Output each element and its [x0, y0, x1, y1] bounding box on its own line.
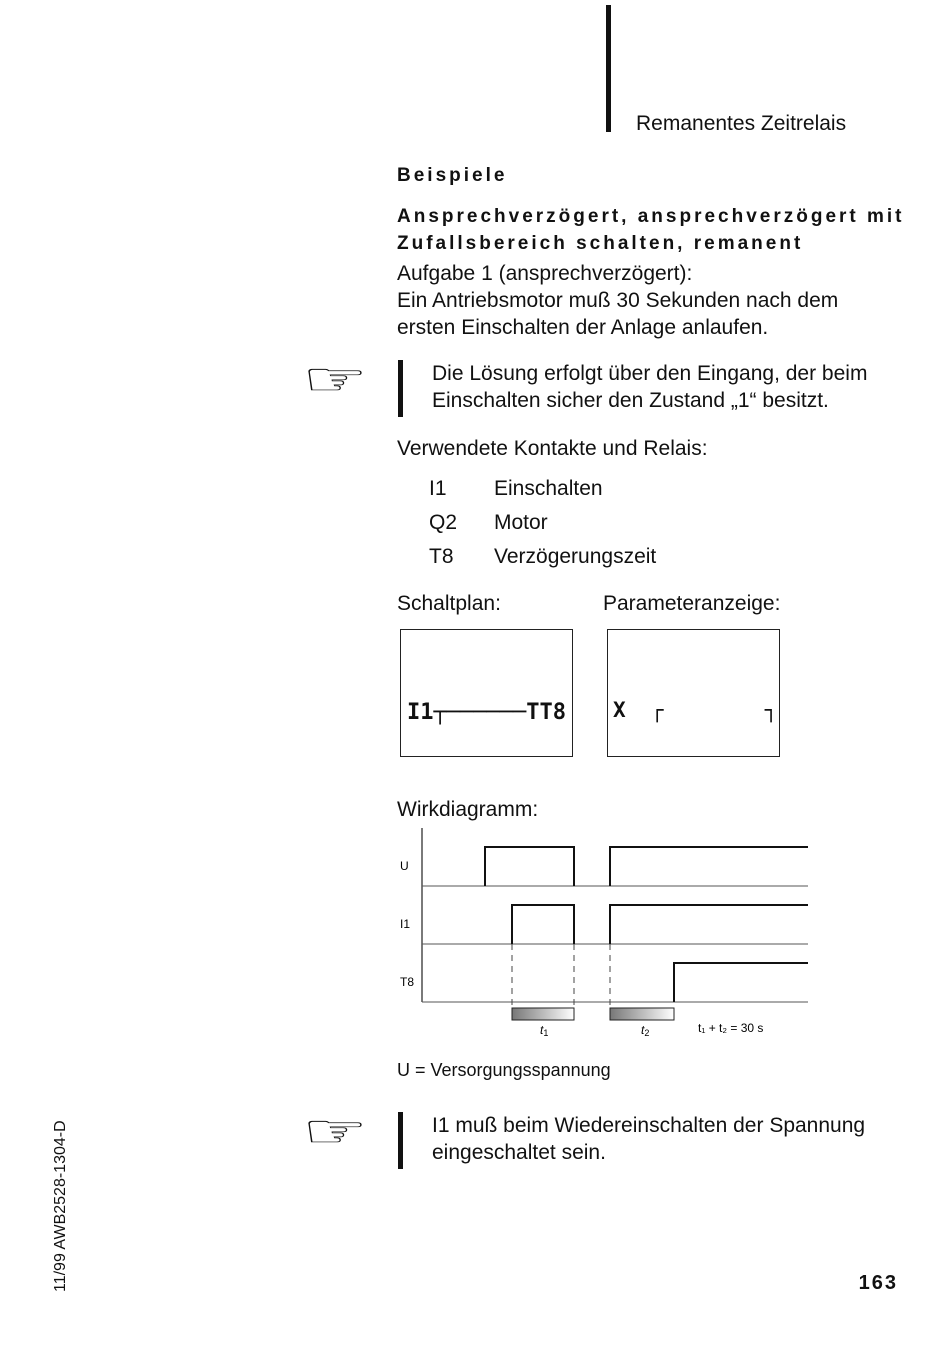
- pointing-hand-icon: ☞: [302, 353, 368, 405]
- contact-label-i1: Einschalten: [494, 477, 603, 500]
- t2-label: t2: [641, 1023, 650, 1038]
- contact-label-t8: Verzögerungszeit: [494, 545, 657, 568]
- t1-label: t1: [540, 1023, 549, 1038]
- timing-diagram: [390, 820, 820, 1050]
- t2-bar: [610, 1008, 674, 1020]
- u-pulse-1: [485, 847, 574, 886]
- description-line1: Ein Antriebsmotor muß 30 Sekunden nach dem: [397, 289, 839, 312]
- t1-bar: [512, 1008, 574, 1020]
- page-header: Remanentes Zeitrelais: [636, 112, 847, 135]
- schaltplan-label: Schaltplan:: [397, 592, 501, 615]
- t8-pulse: [674, 963, 808, 1002]
- pointing-hand-icon: ☞: [302, 1105, 368, 1157]
- note2-line1: I1 muß beim Wiedereinschalten der Spannung: [432, 1114, 866, 1137]
- document-code: 11/99 AWB2528-1304-D: [52, 1120, 69, 1292]
- signal-label-i1: I1: [400, 917, 411, 931]
- note1-line1: Die Lösung erfolgt über den Eingang, der beim: [432, 362, 868, 385]
- parameter-display: [607, 629, 780, 757]
- diagram-heading: Wirkdiagramm:: [397, 798, 539, 821]
- contact-id-t8: T8: [429, 545, 454, 568]
- parameter-line1: X ┌ ┐: [613, 698, 778, 722]
- signal-label-t8: T8: [400, 975, 415, 989]
- example-title-line2: Zufallsbereich schalten, remanent: [397, 233, 804, 254]
- header-rule: [606, 5, 611, 132]
- parameter-label: Parameteranzeige:: [603, 592, 781, 615]
- schaltplan-display: [400, 629, 573, 757]
- note2-line2: eingeschaltet sein.: [432, 1141, 606, 1164]
- note1-line2: Einschalten sicher den Zustand „1“ besitzt.: [432, 389, 829, 412]
- contacts-heading: Verwendete Kontakte und Relais:: [397, 437, 708, 460]
- i1-pulse-1: [512, 905, 574, 944]
- i1-pulse-2: [610, 905, 808, 944]
- signal-label-u: U: [400, 859, 409, 873]
- formula-label: t₁ + t₂ = 30 s: [698, 1021, 764, 1035]
- contact-id-i1: I1: [429, 477, 447, 500]
- contact-id-q2: Q2: [429, 511, 458, 534]
- schaltplan-line1: I1┬──────TT8: [407, 700, 566, 725]
- example-title-line1: Ansprechverzögert, ansprechverzögert mit: [397, 206, 905, 227]
- description-line2: ersten Einschalten der Anlage anlaufen.: [397, 316, 769, 339]
- u-pulse-2: [610, 847, 808, 886]
- page-number: 163: [858, 1272, 898, 1294]
- contact-label-q2: Motor: [494, 511, 548, 534]
- note-bar: [398, 1112, 403, 1169]
- task-label: Aufgabe 1 (ansprechverzögert):: [397, 262, 693, 285]
- legend-text: U = Versorgungsspannung: [397, 1060, 611, 1080]
- section-heading: Beispiele: [397, 165, 508, 186]
- note-bar: [398, 360, 403, 417]
